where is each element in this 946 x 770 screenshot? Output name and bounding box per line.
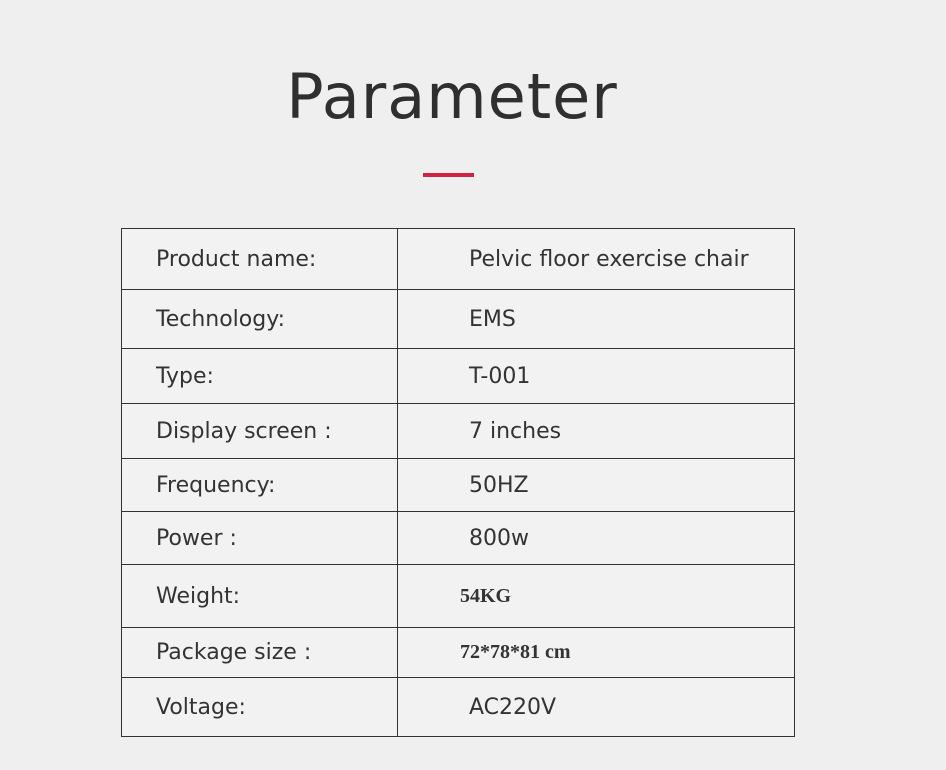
param-label: Product name: [122, 229, 398, 290]
table-row [122, 628, 795, 678]
param-label: Package size : [122, 628, 398, 678]
param-value: 7 inches [398, 404, 795, 459]
table-row [122, 678, 795, 737]
param-label: Weight: [122, 565, 398, 628]
table-row [122, 459, 795, 512]
table-row [122, 565, 795, 628]
param-value: T-001 [398, 349, 795, 404]
param-label: Display screen : [122, 404, 398, 459]
table-row [122, 512, 795, 565]
page-title: Parameter [286, 60, 618, 133]
param-value: 54KG [398, 565, 795, 628]
parameter-table [121, 228, 795, 737]
param-value: 50HZ [398, 459, 795, 512]
table-row [122, 349, 795, 404]
table-row [122, 404, 795, 459]
param-label: Type: [122, 349, 398, 404]
table-row [122, 229, 795, 290]
table-row [122, 290, 795, 349]
param-value: AC220V [398, 678, 795, 737]
param-value: EMS [398, 290, 795, 349]
param-value: Pelvic floor exercise chair [398, 229, 795, 290]
param-label: Power : [122, 512, 398, 565]
param-value: 800w [398, 512, 795, 565]
param-value: 72*78*81 cm [398, 628, 795, 678]
title-divider [423, 173, 474, 177]
param-label: Frequency: [122, 459, 398, 512]
param-label: Voltage: [122, 678, 398, 737]
param-label: Technology: [122, 290, 398, 349]
